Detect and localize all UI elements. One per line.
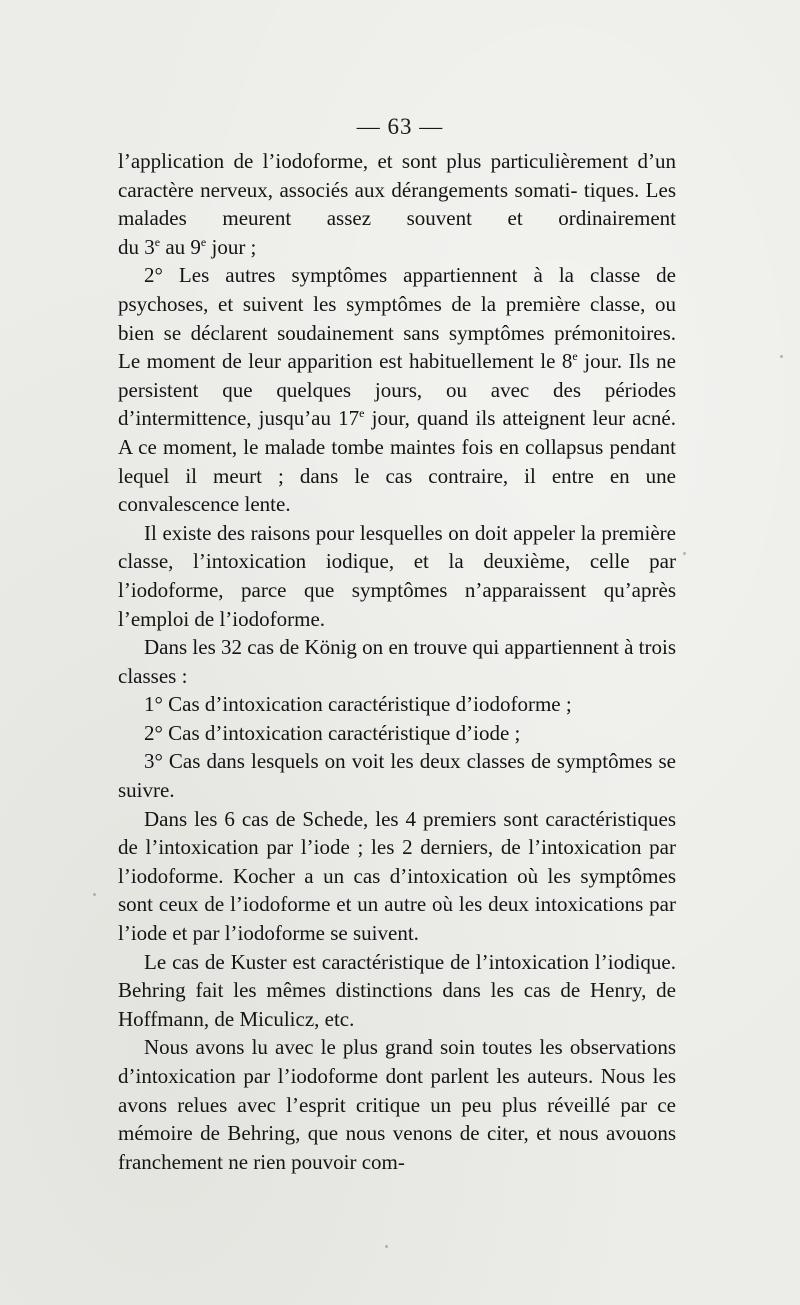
paragraph-continued-end — [118, 233, 676, 262]
paragraph-observations: Nous avons lu avec le plus grand soin toutes les observations d’intoxication par l’iodoforme dont parlent les auteurs. Nous les avons relues avec l’esprit critique un peu plus réveillé par ce mémoire de Behring, que nous venons de citer, et nous avouons franchement ne rien pouvoir com- — [118, 1035, 676, 1174]
text-run: 2° Les autres symptômes appartiennent à la classe de psychoses, et suivent les symptômes de la première classe, ou bien se déclarent soudainement sans symptômes prémonitoires. Le moment de leur apparition est habituellement le — [118, 263, 676, 374]
text-run: jour ; — [206, 234, 257, 259]
text-run: au 9 — [160, 234, 201, 259]
text-run: jour, quand ils atteignent leur acné. A ce moment, le malade tombe maintes fois en collapsus pendant lequel il meurt ; dans le cas contraire, il entre en une convalescence lente. — [118, 406, 676, 517]
text-run: jour. Ils ne persistent que quelques jours, ou avec des périodes d’intermittence, jusqu’au 17 — [118, 349, 677, 431]
paragraph-second-class — [118, 261, 676, 518]
superscript: e — [359, 406, 365, 421]
list-item: 2° Cas d’intoxication caractéristique d’iode ; — [144, 720, 521, 745]
paragraph-schede: Dans les 6 cas de Schede, les 4 premiers sont caractéristiques de l’intoxication par l’iode ; les 2 derniers, de l’intoxication par l’iodoforme. Kocher a un cas d’intoxication où les symptômes sont ceux de l’iodoforme et un autre où les deux intoxications par l’iode et par l’iodoforme se suivent. — [118, 806, 676, 946]
paragraph-kuster: Le cas de Kuster est caractéristique de l’intoxication l’iodique. Behring fait les mêmes distinctions dans les cas de Henry, de Hoffmann, de Miculicz, etc. — [118, 949, 676, 1031]
text-line: l’application de l’iodoforme, et sont plus particulièrement — [118, 149, 629, 173]
page-number: — 63 — — [356, 114, 444, 139]
paper-speck — [385, 1245, 388, 1248]
paragraph-konig: Dans les 32 cas de König on en trouve qui appartiennent à trois classes : — [118, 635, 676, 688]
paper-speck — [93, 893, 96, 896]
paragraph-continued — [118, 147, 676, 233]
page-body — [118, 147, 676, 1176]
text-line: d’un caractère nerveux, associés aux dérangements somati- — [118, 149, 676, 202]
text-line: tiques. Les malades meurent assez souvent et ordinairement — [118, 177, 677, 231]
paper-speck — [683, 552, 686, 555]
list-item: 1° Cas d’intoxication caractéristique d’iodoforme ; — [144, 692, 572, 717]
list-item: 3° Cas dans lesquels on voit les deux classes de symptômes se suivre. — [118, 749, 676, 803]
superscript: e — [154, 234, 161, 249]
paragraph-reasons: Il existe des raisons pour lesquelles on doit appeler la première classe, l’intoxication iodique, et la deuxième, celle par l’iodoforme, parce que symptômes n’apparaissent qu’après l’emploi de l’iodoforme. — [118, 520, 676, 631]
text-run: 8 — [561, 349, 573, 374]
paper-speck — [780, 355, 783, 358]
text-run: du 3 — [118, 234, 155, 259]
superscript: e — [200, 234, 207, 249]
superscript: e — [572, 349, 578, 364]
